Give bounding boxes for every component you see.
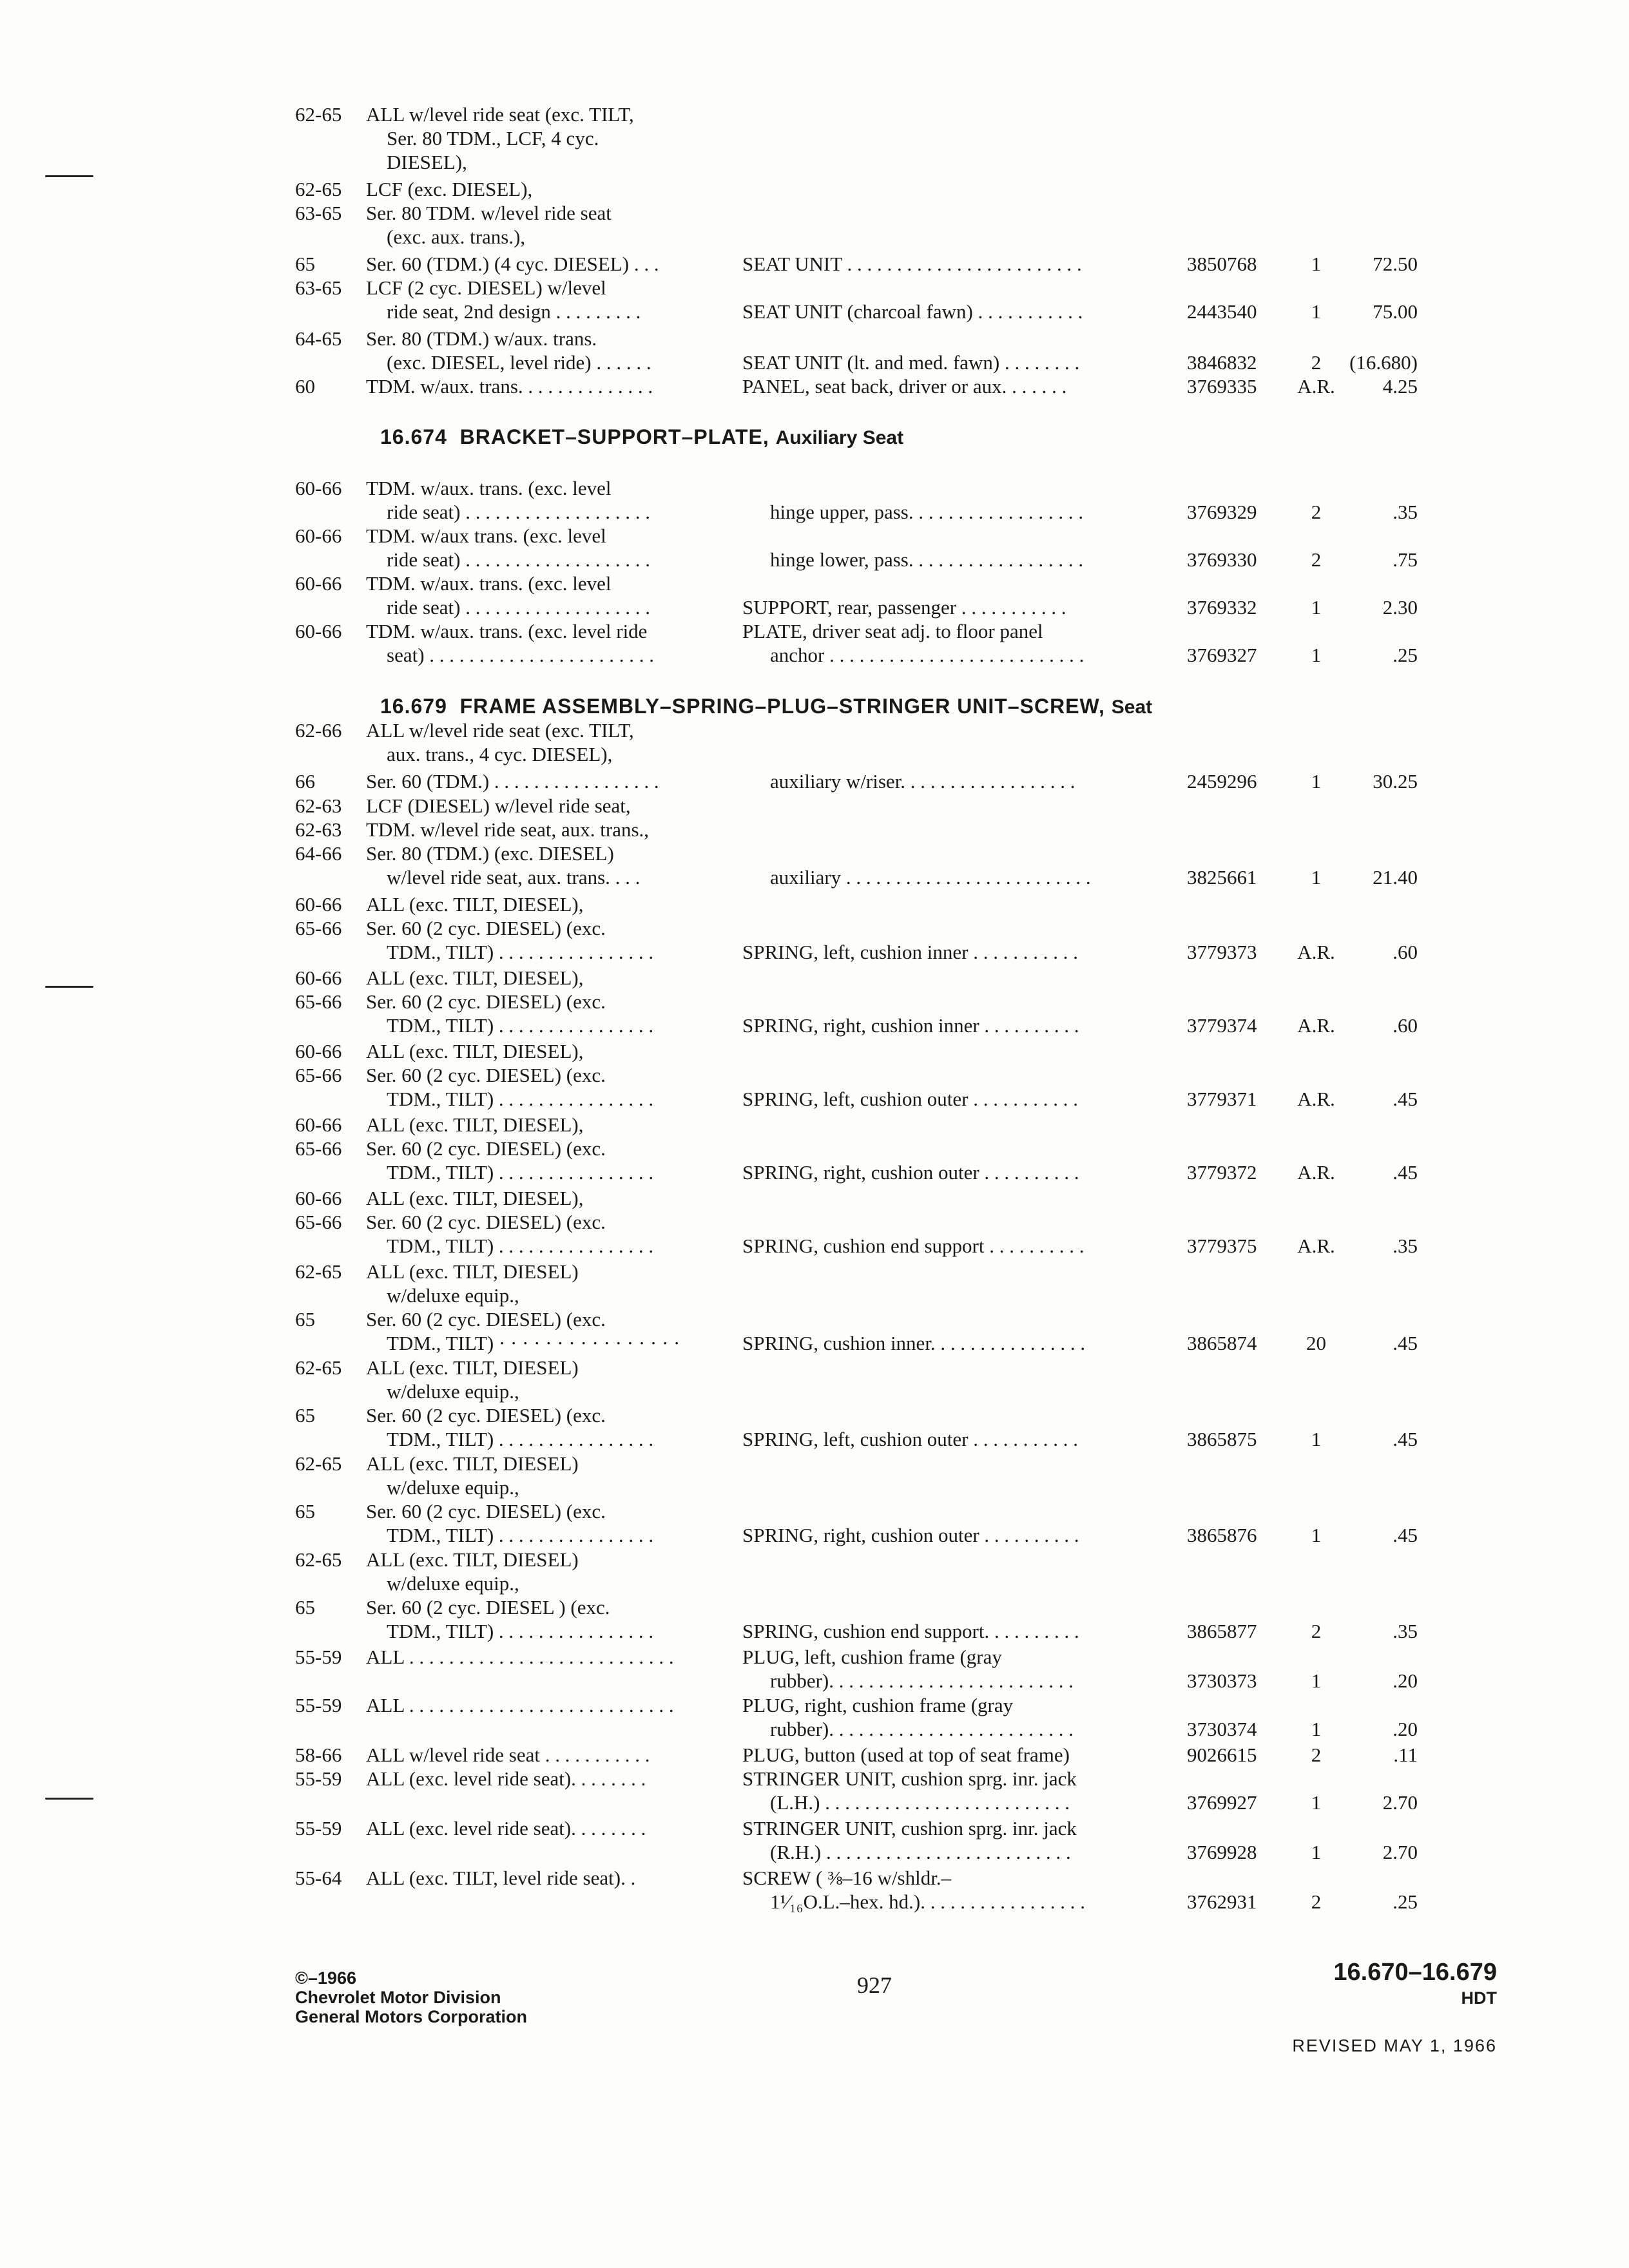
applicability-cont: w/deluxe equip., <box>387 1284 519 1307</box>
applicability-cont: ride seat) . . . . . . . . . . . . . . . . . . . <box>387 596 650 619</box>
applicability-cont: w/level ride seat, aux. trans. . . . <box>387 866 641 889</box>
years: 62-65 <box>295 1260 342 1283</box>
years: 60-66 <box>295 620 342 642</box>
applicability: Ser. 60 (TDM.) (4 cyc. DIESEL) . . . <box>366 253 659 275</box>
part-number: 3730374 <box>1187 1718 1257 1740</box>
years: 65 <box>295 1404 315 1427</box>
corporation-name: General Motors Corporation <box>295 2007 528 2026</box>
price: .25 <box>1393 644 1418 666</box>
page-number: 927 <box>857 1972 892 1998</box>
years: 62-65 <box>295 1356 342 1379</box>
applicability: TDM. w/aux trans. (exc. level <box>366 524 606 547</box>
price: .60 <box>1393 941 1418 963</box>
years: 60-66 <box>295 893 342 916</box>
years: 55-59 <box>295 1694 342 1716</box>
price: 2.70 <box>1382 1791 1418 1814</box>
price: .25 <box>1393 1890 1418 1913</box>
quantity: 2 <box>1311 1890 1322 1913</box>
part-number: 3865875 <box>1187 1428 1257 1450</box>
applicability: ALL w/level ride seat (exc. TILT, <box>366 103 634 126</box>
part-number: 3769330 <box>1187 548 1257 571</box>
quantity: 1 <box>1311 866 1322 889</box>
years: 64-66 <box>295 842 342 865</box>
applicability: Ser. 60 (2 cyc. DIESEL) (exc. <box>366 1211 606 1233</box>
quantity: A.R. <box>1297 1235 1335 1257</box>
part-description: STRINGER UNIT, cushion sprg. inr. jack <box>742 1817 1077 1840</box>
years: 62-65 <box>295 103 342 126</box>
applicability-cont: TDM., TILT) . . . . . . . . . . . . . . . . <box>387 1620 654 1642</box>
part-number: 2443540 <box>1187 300 1257 323</box>
quantity: 1 <box>1311 770 1322 793</box>
section-heading <box>380 425 903 449</box>
punch-hole-mark <box>45 1798 93 1800</box>
quantity: 1 <box>1311 253 1322 275</box>
part-number: 3779375 <box>1187 1235 1257 1257</box>
applicability-cont: ride seat) . . . . . . . . . . . . . . . . . . . <box>387 548 650 571</box>
part-number: 3865876 <box>1187 1524 1257 1546</box>
applicability-cont: TDM., TILT) . . . . . . . . . . . . . . . . <box>387 1014 654 1037</box>
price: 75.00 <box>1373 300 1418 323</box>
part-number: 3865877 <box>1187 1620 1257 1642</box>
years: 62-65 <box>295 178 342 200</box>
years: 63-65 <box>295 202 342 224</box>
price: .20 <box>1393 1669 1418 1692</box>
years: 65-66 <box>295 1137 342 1160</box>
part-description: PLUG, button (used at top of seat frame) <box>742 1744 1070 1766</box>
part-description: SPRING, cushion inner. . . . . . . . . . . . . . . . <box>742 1332 1086 1354</box>
applicability: ALL (exc. TILT, DIESEL) <box>366 1356 579 1379</box>
years: 63-65 <box>295 276 342 299</box>
applicability: ALL w/level ride seat . . . . . . . . . . . <box>366 1744 650 1766</box>
part-number: 2459296 <box>1187 770 1257 793</box>
years: 65-66 <box>295 990 342 1013</box>
years: 60-66 <box>295 524 342 547</box>
part-description: hinge lower, pass. . . . . . . . . . . . . . . . . . <box>770 548 1084 571</box>
applicability: Ser. 60 (2 cyc. DIESEL) (exc. <box>366 1064 606 1086</box>
applicability: ALL (exc. level ride seat). . . . . . . . <box>366 1817 646 1840</box>
part-number: 3850768 <box>1187 253 1257 275</box>
applicability: Ser. 60 (2 cyc. DIESEL ) (exc. <box>366 1596 610 1619</box>
quantity: 1 <box>1311 300 1322 323</box>
part-description: SUPPORT, rear, passenger . . . . . . . . . . . <box>742 596 1066 619</box>
section-subtitle: Auxiliary Seat <box>775 427 904 448</box>
quantity: 2 <box>1311 1620 1322 1642</box>
copyright-block <box>295 1968 527 2026</box>
price: .35 <box>1393 1620 1418 1642</box>
part-description: SPRING, left, cushion outer . . . . . . . . . . . <box>742 1088 1078 1110</box>
applicability-cont: DIESEL), <box>387 151 467 173</box>
division-name: Chevrolet Motor Division <box>295 1988 501 2007</box>
applicability: Ser. 60 (2 cyc. DIESEL) (exc. <box>366 1500 606 1523</box>
years: 65 <box>295 1596 315 1619</box>
price: (16.680) <box>1349 351 1418 374</box>
applicability: ALL (exc. level ride seat). . . . . . . . <box>366 1767 646 1790</box>
price: 2.70 <box>1382 1841 1418 1863</box>
part-description: SPRING, cushion end support . . . . . . . . . . <box>742 1235 1084 1257</box>
applicability: TDM. w/aux. trans. . . . . . . . . . . . . . <box>366 375 653 398</box>
part-number: 3779374 <box>1187 1014 1257 1037</box>
price: .11 <box>1393 1744 1418 1766</box>
applicability-cont: TDM., TILT) . . . . . . . . . . . . . . . . <box>387 1088 654 1110</box>
applicability: ALL (exc. TILT, DIESEL), <box>366 1187 584 1209</box>
applicability: LCF (2 cyc. DIESEL) w/level <box>366 276 606 299</box>
applicability: ALL (exc. TILT, DIESEL) <box>366 1260 579 1283</box>
years: 62-66 <box>295 719 342 742</box>
quantity: 1 <box>1311 1718 1322 1740</box>
part-description: auxiliary w/riser. . . . . . . . . . . . . . . . . . <box>770 770 1075 793</box>
years: 65 <box>295 1308 315 1331</box>
applicability-cont: seat) . . . . . . . . . . . . . . . . . . . . . . . <box>387 644 655 666</box>
part-description: PLUG, left, cushion frame (gray <box>742 1646 1002 1668</box>
revised-date: REVISED MAY 1, 1966 <box>1292 2036 1497 2055</box>
quantity: A.R. <box>1297 1014 1335 1037</box>
part-description: STRINGER UNIT, cushion sprg. inr. jack <box>742 1767 1077 1790</box>
price: .75 <box>1393 548 1418 571</box>
applicability-cont: aux. trans., 4 cyc. DIESEL), <box>387 743 613 765</box>
quantity: A.R. <box>1297 375 1335 398</box>
quantity: 2 <box>1311 351 1322 374</box>
part-number: 3769335 <box>1187 375 1257 398</box>
price: .20 <box>1393 1718 1418 1740</box>
part-description: auxiliary . . . . . . . . . . . . . . . . . . . . . . . . . <box>770 866 1091 889</box>
copyright-year: ©–1966 <box>295 1968 356 1988</box>
years: 60-66 <box>295 477 342 499</box>
years: 62-63 <box>295 794 342 817</box>
quantity: 1 <box>1311 1791 1322 1814</box>
part-number: 9026615 <box>1187 1744 1257 1766</box>
years: 62-65 <box>295 1548 342 1571</box>
quantity: 1 <box>1311 1524 1322 1546</box>
part-description: rubber). . . . . . . . . . . . . . . . . . . . . . . . . <box>770 1718 1074 1740</box>
price: .35 <box>1393 1235 1418 1257</box>
part-description: SPRING, right, cushion outer . . . . . . . . . . <box>742 1161 1079 1184</box>
years: 60 <box>295 375 315 398</box>
part-description: rubber). . . . . . . . . . . . . . . . . . . . . . . . . <box>770 1669 1074 1692</box>
price: .60 <box>1393 1014 1418 1037</box>
part-description: PANEL, seat back, driver or aux. . . . . . . <box>742 375 1067 398</box>
applicability-cont: TDM., TILT) . . . . . . . . . . . . . . . . <box>387 1161 654 1184</box>
part-description: 1¹⁄₁₆O.L.–hex. hd.). . . . . . . . . . . . . . . . . <box>770 1890 1085 1913</box>
price: .45 <box>1393 1332 1418 1354</box>
applicability: Ser. 80 TDM. w/level ride seat <box>366 202 612 224</box>
applicability: ALL (exc. TILT, DIESEL), <box>366 966 584 989</box>
applicability-cont: w/deluxe equip., <box>387 1380 519 1403</box>
part-number: 3762931 <box>1187 1890 1257 1913</box>
quantity: 2 <box>1311 1744 1322 1766</box>
price: .35 <box>1393 501 1418 523</box>
applicability: Ser. 80 (TDM.) w/aux. trans. <box>366 327 597 350</box>
years: 65-66 <box>295 917 342 939</box>
punch-hole-mark <box>45 175 93 177</box>
applicability-cont: TDM., TILT) . . . . . . . . . . . . . . . . <box>387 1524 654 1546</box>
part-description: SCREW ( ⅜–16 w/shldr.– <box>742 1867 952 1889</box>
years: 55-59 <box>295 1767 342 1790</box>
applicability-cont: ride seat, 2nd design . . . . . . . . . <box>387 300 641 323</box>
applicability: Ser. 60 (2 cyc. DIESEL) (exc. <box>366 1308 606 1331</box>
part-description: SPRING, right, cushion inner . . . . . . . . . . <box>742 1014 1079 1037</box>
section-range: 16.670–16.679 <box>1333 1959 1497 1986</box>
quantity: 1 <box>1311 644 1322 666</box>
years: 66 <box>295 770 315 793</box>
quantity: 2 <box>1311 548 1322 571</box>
applicability: TDM. w/aux. trans. (exc. level ride <box>366 620 648 642</box>
years: 65 <box>295 1500 315 1523</box>
applicability: Ser. 80 (TDM.) (exc. DIESEL) <box>366 842 614 865</box>
part-description: anchor . . . . . . . . . . . . . . . . . . . . . . . . . . <box>770 644 1084 666</box>
quantity: A.R. <box>1297 1088 1335 1110</box>
applicability: ALL (exc. TILT, level ride seat). . <box>366 1867 636 1889</box>
part-description: SPRING, right, cushion outer . . . . . . . . . . <box>742 1524 1079 1546</box>
price: .45 <box>1393 1524 1418 1546</box>
quantity: 1 <box>1311 1669 1322 1692</box>
applicability: Ser. 60 (2 cyc. DIESEL) (exc. <box>366 1404 606 1427</box>
part-number: 3769332 <box>1187 596 1257 619</box>
section-subtitle: Seat <box>1111 697 1153 718</box>
part-number: 3779373 <box>1187 941 1257 963</box>
applicability: TDM. w/level ride seat, aux. trans., <box>366 818 650 841</box>
part-number: 3779372 <box>1187 1161 1257 1184</box>
price: 2.30 <box>1382 596 1418 619</box>
quantity: 1 <box>1311 596 1322 619</box>
years: 60-66 <box>295 1113 342 1136</box>
price: .45 <box>1393 1088 1418 1110</box>
section-title: FRAME ASSEMBLY–SPRING–PLUG–STRINGER UNIT–SCREW, <box>459 695 1105 718</box>
applicability: Ser. 60 (2 cyc. DIESEL) (exc. <box>366 990 606 1013</box>
applicability: ALL (exc. TILT, DIESEL), <box>366 1113 584 1136</box>
years: 62-65 <box>295 1452 342 1475</box>
applicability: TDM. w/aux. trans. (exc. level <box>366 572 612 595</box>
price: .45 <box>1393 1161 1418 1184</box>
applicability-cont: TDM., TILT) . . . . . . . . . . . . . . . . <box>387 1428 654 1450</box>
punch-hole-mark <box>45 986 93 988</box>
applicability: Ser. 60 (TDM.) . . . . . . . . . . . . . . . . . <box>366 770 659 793</box>
applicability: ALL w/level ride seat (exc. TILT, <box>366 719 634 742</box>
part-number: 3769327 <box>1187 644 1257 666</box>
years: 62-63 <box>295 818 342 841</box>
part-number: 3865874 <box>1187 1332 1257 1354</box>
price: .45 <box>1393 1428 1418 1450</box>
part-description: (L.H.) . . . . . . . . . . . . . . . . . . . . . . . . . <box>770 1791 1070 1814</box>
applicability-cont: TDM., TILT) . . . . . . . . . . . . . . . . <box>387 1235 654 1257</box>
applicability: ALL (exc. TILT, DIESEL), <box>366 893 584 916</box>
years: 64-65 <box>295 327 342 350</box>
part-description: SEAT UNIT (charcoal fawn) . . . . . . . . . . . <box>742 300 1083 323</box>
part-description: SPRING, left, cushion inner . . . . . . . . . . . <box>742 941 1078 963</box>
part-number: 3769927 <box>1187 1791 1257 1814</box>
years: 58-66 <box>295 1744 342 1766</box>
price: 21.40 <box>1373 866 1418 889</box>
section-title: BRACKET–SUPPORT–PLATE, <box>459 425 769 448</box>
part-description: PLATE, driver seat adj. to floor panel <box>742 620 1043 642</box>
applicability: ALL (exc. TILT, DIESEL), <box>366 1040 584 1062</box>
quantity: 2 <box>1311 501 1322 523</box>
quantity: 1 <box>1311 1428 1322 1450</box>
applicability: Ser. 60 (2 cyc. DIESEL) (exc. <box>366 1137 606 1160</box>
part-number: 3779371 <box>1187 1088 1257 1110</box>
price: 4.25 <box>1382 375 1418 398</box>
years: 60-66 <box>295 1187 342 1209</box>
section-code: HDT <box>1461 1988 1497 2008</box>
part-number: 3769329 <box>1187 501 1257 523</box>
applicability-cont: (exc. DIESEL, level ride) . . . . . . <box>387 351 651 374</box>
applicability-cont: (exc. aux. trans.), <box>387 226 526 248</box>
applicability-cont: Ser. 80 TDM., LCF, 4 cyc. <box>387 127 599 149</box>
years: 60-66 <box>295 572 342 595</box>
years: 65-66 <box>295 1211 342 1233</box>
applicability: ALL (exc. TILT, DIESEL) <box>366 1452 579 1475</box>
years: 55-59 <box>295 1817 342 1840</box>
years: 55-59 <box>295 1646 342 1668</box>
part-number: 3730373 <box>1187 1669 1257 1692</box>
part-description: hinge upper, pass. . . . . . . . . . . . . . . . . . <box>770 501 1084 523</box>
part-description: SEAT UNIT (lt. and med. fawn) . . . . . . . . <box>742 351 1080 374</box>
applicability-cont: ride seat) . . . . . . . . . . . . . . . . . . . <box>387 501 650 523</box>
section-number: 16.679 <box>380 695 447 718</box>
part-description: SEAT UNIT . . . . . . . . . . . . . . . . . . . . . . . . <box>742 253 1082 275</box>
years: 65 <box>295 253 315 275</box>
quantity: A.R. <box>1297 1161 1335 1184</box>
price: 72.50 <box>1373 253 1418 275</box>
applicability: TDM. w/aux. trans. (exc. level <box>366 477 612 499</box>
part-description: SPRING, left, cushion outer . . . . . . . . . . . <box>742 1428 1078 1450</box>
section-heading <box>380 695 1152 718</box>
part-number: 3825661 <box>1187 866 1257 889</box>
applicability: ALL (exc. TILT, DIESEL) <box>366 1548 579 1571</box>
years: 55-64 <box>295 1867 342 1889</box>
applicability-cont: TDM., TILT) · · · · · · · · · · · · · · · · <box>387 1332 680 1354</box>
applicability: LCF (DIESEL) w/level ride seat, <box>366 794 631 817</box>
applicability: LCF (exc. DIESEL), <box>366 178 533 200</box>
applicability: Ser. 60 (2 cyc. DIESEL) (exc. <box>366 917 606 939</box>
section-number: 16.674 <box>380 425 447 448</box>
price: 30.25 <box>1373 770 1418 793</box>
quantity: 20 <box>1306 1332 1326 1354</box>
quantity: A.R. <box>1297 941 1335 963</box>
applicability: ALL . . . . . . . . . . . . . . . . . . . . . . . . . . . <box>366 1694 674 1716</box>
quantity: 1 <box>1311 1841 1322 1863</box>
part-number: 3846832 <box>1187 351 1257 374</box>
part-description: (R.H.) . . . . . . . . . . . . . . . . . . . . . . . . . <box>770 1841 1071 1863</box>
years: 65-66 <box>295 1064 342 1086</box>
part-description: PLUG, right, cushion frame (gray <box>742 1694 1014 1716</box>
part-description: SPRING, cushion end support. . . . . . . . . . <box>742 1620 1079 1642</box>
years: 60-66 <box>295 1040 342 1062</box>
applicability: ALL . . . . . . . . . . . . . . . . . . . . . . . . . . . <box>366 1646 674 1668</box>
part-number: 3769928 <box>1187 1841 1257 1863</box>
years: 60-66 <box>295 966 342 989</box>
applicability-cont: w/deluxe equip., <box>387 1572 519 1595</box>
applicability-cont: w/deluxe equip., <box>387 1476 519 1499</box>
applicability-cont: TDM., TILT) . . . . . . . . . . . . . . . . <box>387 941 654 963</box>
